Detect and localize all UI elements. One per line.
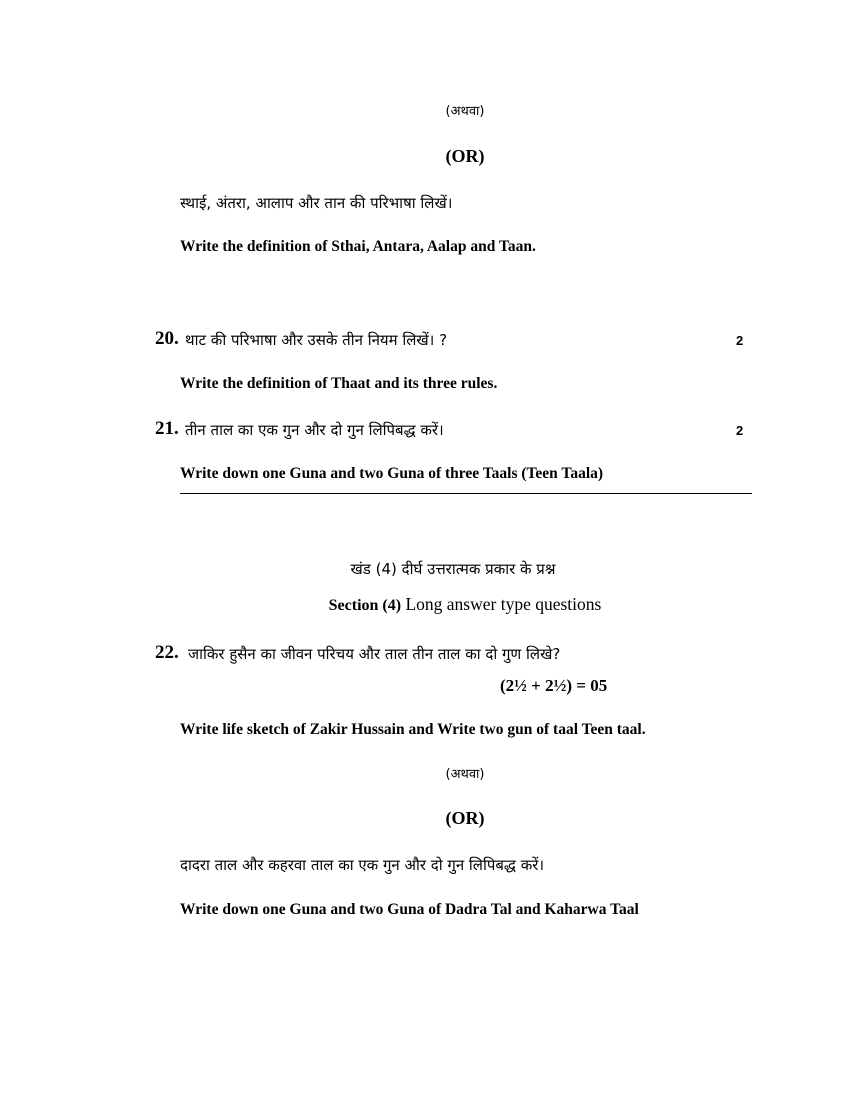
section-4-label: Section (4) (328, 597, 402, 614)
athva-label-2: (अथवा) (445, 767, 485, 782)
question-22-hindi: जाकिर हुसैन का जीवन परिचय और ताल तीन ताल का दो गुण लिखे? (188, 645, 561, 663)
section-4-title-english (329, 594, 602, 615)
question-22-alt-english: Write down one Guna and two Guna of Dadra Tal and Kaharwa Taal (180, 901, 639, 918)
section-4-title-hindi: खंड (4) दीर्घ उत्तरात्मक प्रकार के प्रश्न (350, 560, 556, 578)
or-label-1: (OR) (445, 146, 485, 166)
question-number-22: 22. (155, 642, 179, 663)
question-21-hindi: तीन ताल का एक गुन और दो गुन लिपिबद्ध करें। (185, 421, 444, 439)
athva-label-1: (अथवा) (445, 104, 485, 119)
question-number-20: 20. (155, 328, 179, 349)
question-21-marks: 2 (736, 423, 744, 438)
question-21-english: Write down one Guna and two Guna of three Taals (Teen Taala) (180, 465, 604, 482)
or-label-2: (OR) (445, 808, 485, 828)
question-20-marks: 2 (736, 333, 744, 348)
question-22-alt-hindi: दादरा ताल और कहरवा ताल का एक गुन और दो गुन लिपिबद्ध करें। (180, 856, 545, 874)
question-20-hindi: थाट की परिभाषा और उसके तीन नियम लिखें। ? (185, 331, 448, 349)
horizontal-divider (180, 493, 752, 494)
question-hindi-1: स्थाई, अंतरा, आलाप और तान की परिभाषा लिखें। (180, 194, 453, 212)
question-22-marks-formula: (2½ + 2½) = 05 (500, 676, 608, 695)
question-20-english: Write the definition of Thaat and its three rules. (180, 375, 498, 392)
question-english-1: Write the definition of Sthai, Antara, Aalap and Taan. (180, 238, 536, 255)
question-22-english: Write life sketch of Zakir Hussain and Write two gun of taal Teen taal. (180, 721, 646, 738)
section-4-description: Long answer type questions (401, 594, 602, 614)
question-number-21: 21. (155, 418, 179, 439)
